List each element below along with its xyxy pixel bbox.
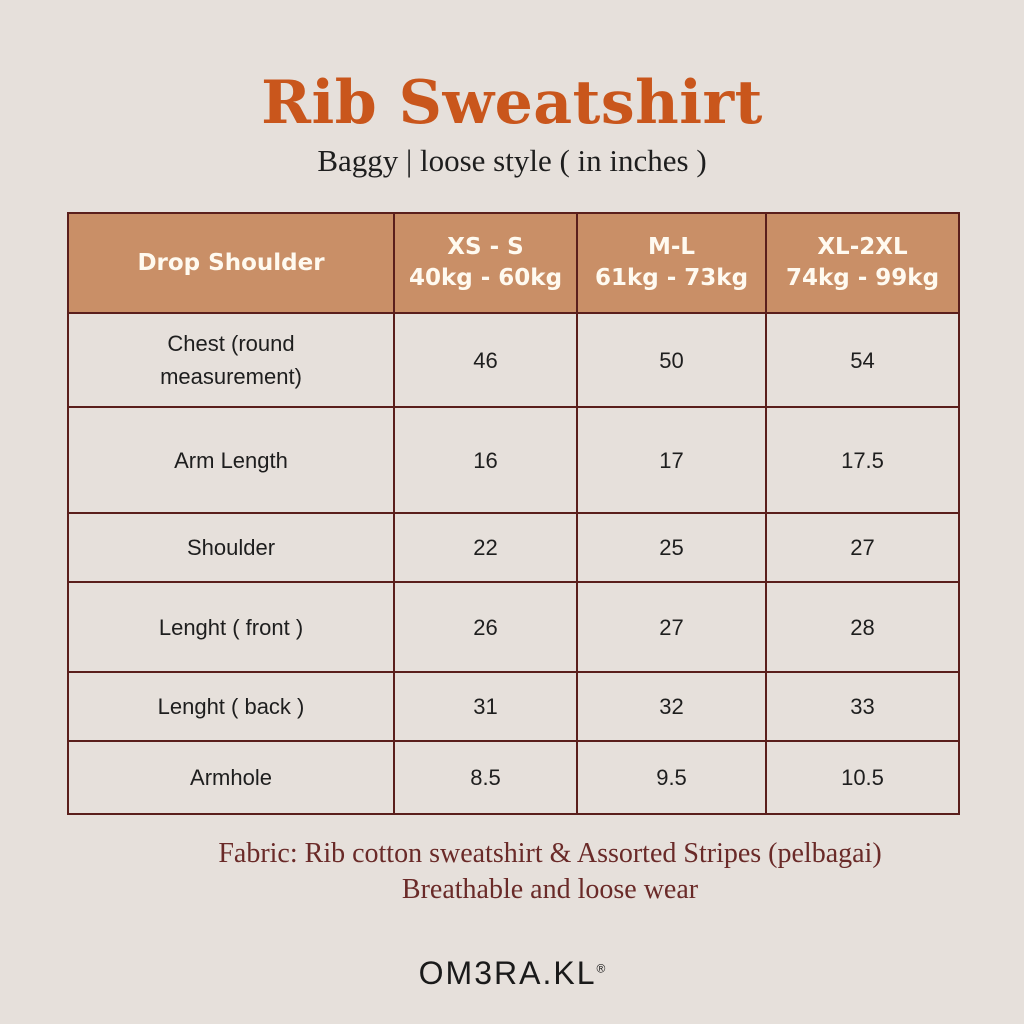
table-row-length-back bbox=[68, 672, 959, 741]
row-value: 9.5 bbox=[577, 741, 766, 814]
table-row-armhole bbox=[68, 741, 959, 814]
row-label: Chest (round measurement) bbox=[68, 313, 394, 407]
page-title: Rib Sweatshirt bbox=[261, 68, 763, 138]
row-value: 25 bbox=[577, 513, 766, 582]
row-value: 26 bbox=[394, 582, 577, 672]
wear-note: Breathable and loose wear bbox=[401, 874, 699, 905]
registered-mark-icon: ® bbox=[596, 961, 606, 976]
weight-label: 61kg - 73kg bbox=[594, 265, 749, 291]
table-row-length-front bbox=[68, 582, 959, 672]
header-size-xl-2xl bbox=[766, 213, 959, 313]
row-value: 46 bbox=[394, 313, 577, 407]
row-value: 28 bbox=[766, 582, 959, 672]
fabric-note: Fabric: Rib cotton sweatshirt & Assorted Stripes (pelbagai) bbox=[218, 838, 882, 869]
header-label-cell bbox=[68, 213, 394, 313]
row-value: 17.5 bbox=[766, 407, 959, 513]
weight-label: 40kg - 60kg bbox=[408, 265, 563, 291]
table-row-arm-length bbox=[68, 407, 959, 513]
row-value: 27 bbox=[577, 582, 766, 672]
table-header-row bbox=[68, 213, 959, 313]
row-value: 33 bbox=[766, 672, 959, 741]
table-row-shoulder bbox=[68, 513, 959, 582]
header-label: Drop Shoulder bbox=[137, 249, 325, 276]
size-label: M-L bbox=[647, 234, 696, 260]
row-value: 10.5 bbox=[766, 741, 959, 814]
row-label: Arm Length bbox=[68, 407, 394, 513]
row-label: Shoulder bbox=[68, 513, 394, 582]
row-value: 54 bbox=[766, 313, 959, 407]
row-value: 31 bbox=[394, 672, 577, 741]
row-value: 8.5 bbox=[394, 741, 577, 814]
row-value: 27 bbox=[766, 513, 959, 582]
brand-logo bbox=[0, 955, 1024, 992]
row-value: 22 bbox=[394, 513, 577, 582]
weight-label: 74kg - 99kg bbox=[785, 265, 940, 291]
size-label: XS - S bbox=[447, 234, 524, 260]
brand-name: OM3RA.KL bbox=[418, 955, 597, 991]
row-label: Lenght ( back ) bbox=[68, 672, 394, 741]
row-label: Armhole bbox=[68, 741, 394, 814]
size-chart-table bbox=[67, 212, 960, 815]
header-size-m-l bbox=[577, 213, 766, 313]
row-value: 32 bbox=[577, 672, 766, 741]
row-label: Lenght ( front ) bbox=[68, 582, 394, 672]
row-value: 17 bbox=[577, 407, 766, 513]
row-value: 16 bbox=[394, 407, 577, 513]
header-size-xs-s bbox=[394, 213, 577, 313]
table-row-chest bbox=[68, 313, 959, 407]
page-subtitle: Baggy | loose style ( in inches ) bbox=[317, 143, 707, 178]
size-label: XL-2XL bbox=[817, 234, 908, 260]
row-value: 50 bbox=[577, 313, 766, 407]
